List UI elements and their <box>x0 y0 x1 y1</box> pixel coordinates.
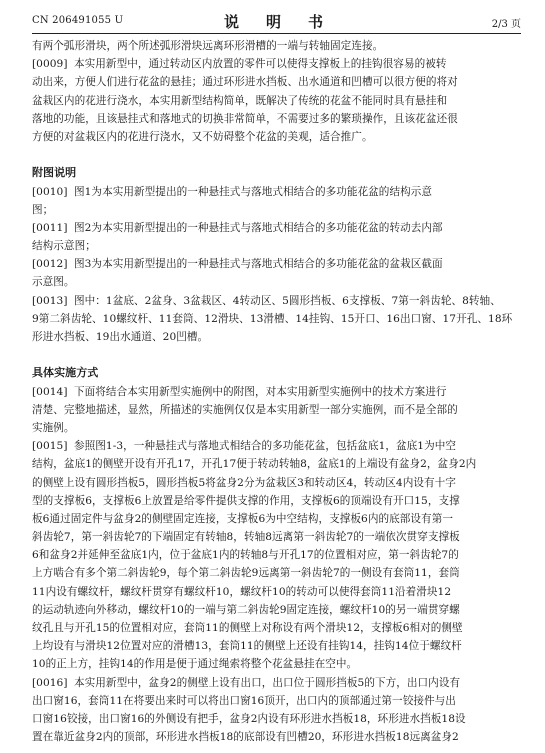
paragraph-first-line <box>32 674 521 692</box>
section-heading: 附图说明 <box>32 166 77 180</box>
paragraph-first-line <box>32 255 521 273</box>
text-line: 板6通过固定件与盆身2的侧壁固定连接，支撑板6为中空结构，支撑板6内的底部设有第一 <box>32 512 453 525</box>
text-line: 结构示意图； <box>32 240 96 253</box>
text-line: 盆栽区内的花进行浇水，本实用新型结构简单，既解决了传统的花盆不能同时具有悬挂和 <box>32 94 448 107</box>
section-heading: 具体实施方式 <box>32 366 99 380</box>
line-text: 图2为本实用新型提出的一种悬挂式与落地式相结合的多功能花盆的转动去内部 <box>74 221 443 234</box>
text-line: 型的支撑板6，支撑板6上放置是给零件提供支撑的作用，支撑板6的顶端设有开口15，支撑 <box>32 494 460 507</box>
text-line: 出口窗16，套筒11在将要出来时可以将出口窗16顶开，出口内的顶部通过第一铰接件与出 <box>32 694 456 707</box>
text-line: 示意图。 <box>32 276 75 289</box>
paragraph-number: [0015] <box>32 440 68 453</box>
text-line: 方便的对盆栽区内的花进行浇水，又不妨碍整个花盆的美观，适合推广。 <box>32 130 373 143</box>
text-line: 有两个弧形滑块，两个所述弧形滑块远离环形滑槽的一端与转轴固定连接。 <box>32 40 384 52</box>
line-text: 下面将结合本实用新型实施例中的附图，对本实用新型实施例中的技术方案进行 <box>74 385 447 398</box>
text-line: 置在靠近盆身2内的顶部，环形进水挡板18的底部设有凹槽20，环形进水挡板18远离盆身2 <box>32 731 459 744</box>
text-line: 6和盆身2并延伸至盆底1内，位于盆底1内的转轴8与开孔17的位置相对应，第一斜齿轮7的 <box>32 549 459 562</box>
text-line: 上方啮合有多个第二斜齿轮9，每个第二斜齿轮9远离第一斜齿轮7的一侧设有套筒11，套筒 <box>32 567 460 580</box>
text-line: 清楚、完整地描述，显然，所描述的实施例仅仅是本实用新型一部分实施例，而不是全部的 <box>32 403 458 416</box>
paragraph-first-line <box>32 183 521 201</box>
document-title: 说 明 书 <box>223 13 329 31</box>
paragraph-number: [0011] <box>32 221 68 234</box>
line-text: 本实用新型中，通过转动区内放置的零件可以使得支撑板上的挂钩很容易的被转 <box>74 58 447 71</box>
blank-line <box>32 346 521 364</box>
paragraph-number: [0009] <box>32 58 68 71</box>
paragraph-number: [0013] <box>32 294 68 307</box>
text-line: 纹孔且与开孔15的位置相对应，套筒11的侧壁上对称设有两个滑块12，支撑板6相对的侧壁 <box>32 622 463 634</box>
text-line: 10的正上方，挂钩14的作用是便于通过绳索将整个花盆悬挂在空中。 <box>32 658 358 671</box>
paragraph-first-line <box>32 292 521 310</box>
document-body <box>32 37 521 746</box>
line-text: 图1为本实用新型提出的一种悬挂式与落地式相结合的多功能花盆的结构示意 <box>74 185 433 198</box>
text-line: 图； <box>32 203 54 216</box>
text-line: 的运动轨迹向外移动，螺纹杆10的一端与第二斜齿轮9固定连接，螺纹杆10的另一端贯穿螺 <box>32 603 460 616</box>
paragraph-number: [0014] <box>32 385 68 398</box>
text-line: 11内设有螺纹杆，螺纹杆贯穿有螺纹杆10，螺纹杆10的转动可以使得套筒11沿着滑块12 <box>32 585 452 598</box>
text-line: 结构，盆底1的侧壁开设有开孔17，开孔17便于转动转轴8，盆底1的上端设有盆身2，盆身2内 <box>32 458 477 471</box>
paragraph-number: [0010] <box>32 185 68 198</box>
line-text: 图3为本实用新型提出的一种悬挂式与落地式相结合的多功能花盆的盆栽区截面 <box>74 258 443 271</box>
text-line: 实施例。 <box>32 421 75 434</box>
text-line: 落地的功能，且该悬挂式和落地式的切换非常简单，不需要过多的繁琐操作，且该花盆还很 <box>32 112 458 125</box>
text-line: 动出来，方便人们进行花盆的悬挂；通过环形进水挡板、出水通道和凹槽可以很方便的将对 <box>32 76 458 89</box>
paragraph-number: [0016] <box>32 676 68 689</box>
line-text: 图中：1盆底、2盆身、3盆栽区、4转动区、5圆形挡板、6支撑板、7第一斜齿轮、8转轴、 <box>74 294 501 307</box>
text-line: 形进水挡板、19出水通道、20凹槽。 <box>32 331 209 343</box>
paragraph-first-line <box>32 219 521 237</box>
text-line: 上均设有与滑块12位置对应的滑槽13，套筒11的侧壁上还设有挂钩14，挂钩14位于螺纹杆 <box>32 640 462 653</box>
paragraph-first-line <box>32 437 521 455</box>
patent-number: CN 206491055 U <box>32 15 124 26</box>
page-header <box>32 10 521 32</box>
text-line: 9第二斜齿轮、10螺纹杆、11套筒、12滑块、13滑槽、14挂钩、15开口、16出口窗、17开孔、18环 <box>32 312 513 325</box>
paragraph-first-line <box>32 55 521 73</box>
text-line: 的侧壁上设有圆形挡板5，圆形挡板5将盆身2分为盆栽区3和转动区4，转动区4内设有十字 <box>32 476 456 489</box>
paragraph-first-line <box>32 383 521 401</box>
page-number: 2/3 页 <box>491 19 521 30</box>
text-line: 斜齿轮7，第一斜齿轮7的下端固定有转轴8，转轴8远离第一斜齿轮7的一端依次贯穿支撑板 <box>32 531 460 544</box>
line-text: 参照图1-3，一种悬挂式与落地式相结合的多功能花盆，包括盆底1，盆底1为中空 <box>74 440 457 453</box>
blank-line <box>32 146 521 164</box>
text-line: 口窗16铰接，出口窗16的外侧设有把手，盆身2内设有环形进水挡板18，环形进水挡板18设 <box>32 712 466 725</box>
paragraph-number: [0012] <box>32 258 68 271</box>
header-rule <box>32 33 521 34</box>
line-text: 本实用新型中，盆身2的侧壁上设有出口，出口位于圆形挡板5的下方，出口内设有 <box>74 676 461 689</box>
